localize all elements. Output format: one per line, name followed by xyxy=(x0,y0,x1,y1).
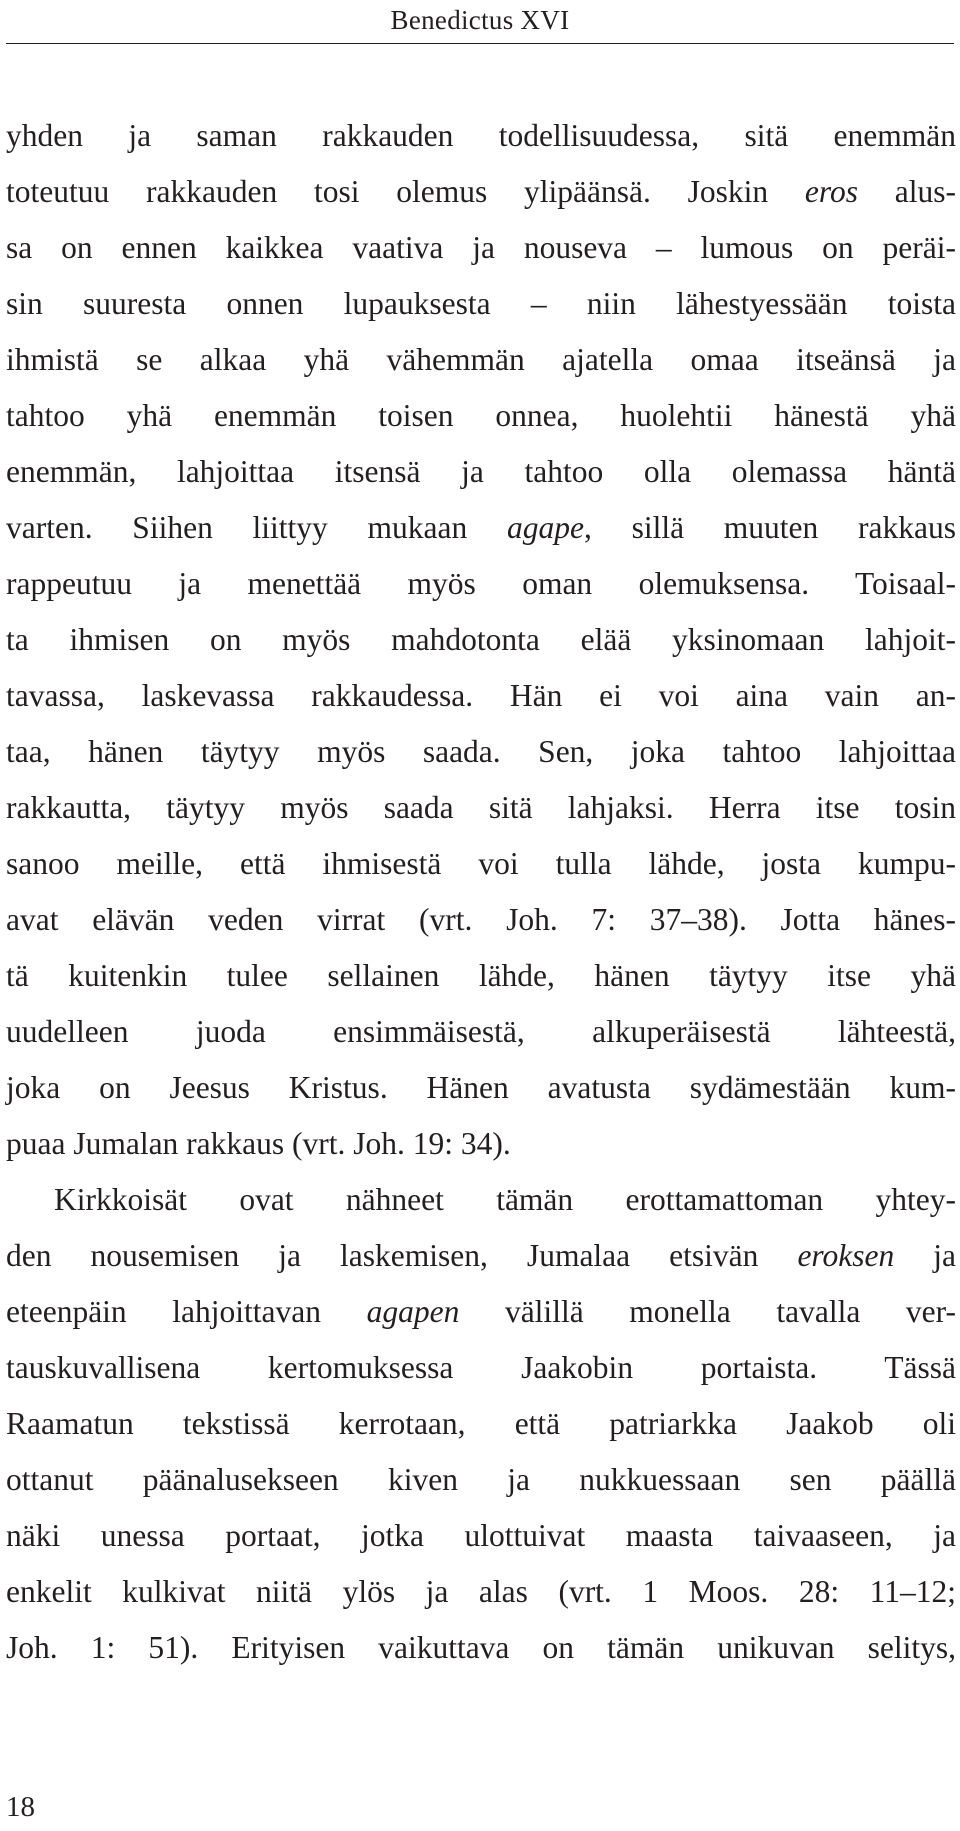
text-run: ihmistä se alkaa yhä vähemmän ajatella omaa itseänsä ja xyxy=(6,342,956,377)
text-run: joka on Jeesus Kristus. Hänen avatusta sydämestään kum- xyxy=(6,1070,956,1105)
text-run: eteenpäin lahjoittavan xyxy=(6,1294,367,1329)
text-line xyxy=(6,108,956,164)
text-line xyxy=(6,1116,956,1172)
italic-term: agapen xyxy=(366,1294,460,1329)
text-run: tavassa, laskevassa rakkaudessa. Hän ei voi aina vain an- xyxy=(6,678,956,713)
text-run: rappeutuu ja menettää myös oman olemuksensa. Toisaal- xyxy=(6,566,956,601)
text-run: sin suuresta onnen lupauksesta – niin lähestyessään toista xyxy=(6,286,956,321)
text-line xyxy=(6,276,956,332)
text-line xyxy=(6,1284,956,1340)
italic-term: eros xyxy=(804,174,858,209)
italic-term: agape xyxy=(506,510,584,545)
text-run: ja xyxy=(894,1238,957,1273)
text-line xyxy=(6,1004,956,1060)
text-line xyxy=(6,1508,956,1564)
text-run: Kirkkoisät ovat nähneet tämän erottamattoman yhtey- xyxy=(54,1182,956,1217)
text-line xyxy=(6,612,956,668)
page-number: 18 xyxy=(6,1791,35,1823)
text-run: Raamatun tekstissä kerrotaan, että patriarkka Jaakob oli xyxy=(6,1406,956,1441)
text-run: tauskuvallisena kertomuksessa Jaakobin portaista. Tässä xyxy=(6,1350,956,1385)
text-run: ottanut päänalusekseen kiven ja nukkuessaan sen päällä xyxy=(6,1462,956,1497)
text-line xyxy=(6,724,956,780)
text-line xyxy=(6,1564,956,1620)
text-line xyxy=(6,220,956,276)
text-line xyxy=(6,780,956,836)
text-line xyxy=(6,332,956,388)
text-run: den nousemisen ja laskemisen, Jumalaa etsivän xyxy=(6,1238,798,1273)
text-run: Joh. 1: 51). Erityisen vaikuttava on tämän unikuvan selitys, xyxy=(6,1630,956,1665)
text-run: avat elävän veden virrat (vrt. Joh. 7: 37–38). Jotta hänes- xyxy=(6,902,956,937)
text-run: , sillä muuten rakkaus xyxy=(583,510,956,545)
text-run: sanoo meille, että ihmisestä voi tulla lähde, josta kumpu- xyxy=(6,846,956,881)
text-run: varten. Siihen liittyy mukaan xyxy=(6,510,507,545)
text-line xyxy=(6,948,956,1004)
text-run: ta ihmisen on myös mahdotonta elää yksinomaan lahjoit- xyxy=(6,622,956,657)
header-rule xyxy=(6,43,954,44)
text-run: uudelleen juoda ensimmäisestä, alkuperäisestä lähteestä, xyxy=(6,1014,956,1049)
text-line xyxy=(6,1172,956,1228)
text-line xyxy=(6,836,956,892)
text-line xyxy=(6,500,956,556)
text-line xyxy=(6,444,956,500)
text-line xyxy=(6,1060,956,1116)
text-run: puaa Jumalan rakkaus (vrt. Joh. 19: 34). xyxy=(6,1126,511,1161)
running-header: Benedictus XVI xyxy=(390,5,570,35)
text-line xyxy=(6,1396,956,1452)
text-run: alus- xyxy=(858,174,957,209)
text-run: enemmän, lahjoittaa itsensä ja tahtoo olla olemassa häntä xyxy=(6,454,956,489)
text-run: näki unessa portaat, jotka ulottuivat maasta taivaaseen, ja xyxy=(6,1518,956,1553)
text-run: rakkautta, täytyy myös saada sitä lahjaksi. Herra itse tosin xyxy=(6,790,956,825)
text-run: enkelit kulkivat niitä ylös ja alas (vrt. 1 Moos. 28: 11–12; xyxy=(6,1574,956,1609)
text-line xyxy=(6,164,956,220)
text-line xyxy=(6,1452,956,1508)
text-line xyxy=(6,1340,956,1396)
text-run: yhden ja saman rakkauden todellisuudessa, sitä enemmän xyxy=(6,118,956,153)
body-text xyxy=(6,108,956,1676)
text-run: tä kuitenkin tulee sellainen lähde, hänen täytyy itse yhä xyxy=(6,958,956,993)
text-line xyxy=(6,1228,956,1284)
text-run: sa on ennen kaikkea vaativa ja nouseva – lumous on peräi- xyxy=(6,230,956,265)
text-run: tahtoo yhä enemmän toisen onnea, huolehtii hänestä yhä xyxy=(6,398,956,433)
text-run: taa, hänen täytyy myös saada. Sen, joka tahtoo lahjoittaa xyxy=(6,734,956,769)
italic-term: eroksen xyxy=(797,1238,895,1273)
text-run: toteutuu rakkauden tosi olemus ylipäänsä. Joskin xyxy=(6,174,805,209)
text-line xyxy=(6,892,956,948)
text-line xyxy=(6,388,956,444)
text-line xyxy=(6,1620,956,1676)
text-line xyxy=(6,668,956,724)
text-run: välillä monella tavalla ver- xyxy=(459,1294,956,1329)
text-line xyxy=(6,556,956,612)
